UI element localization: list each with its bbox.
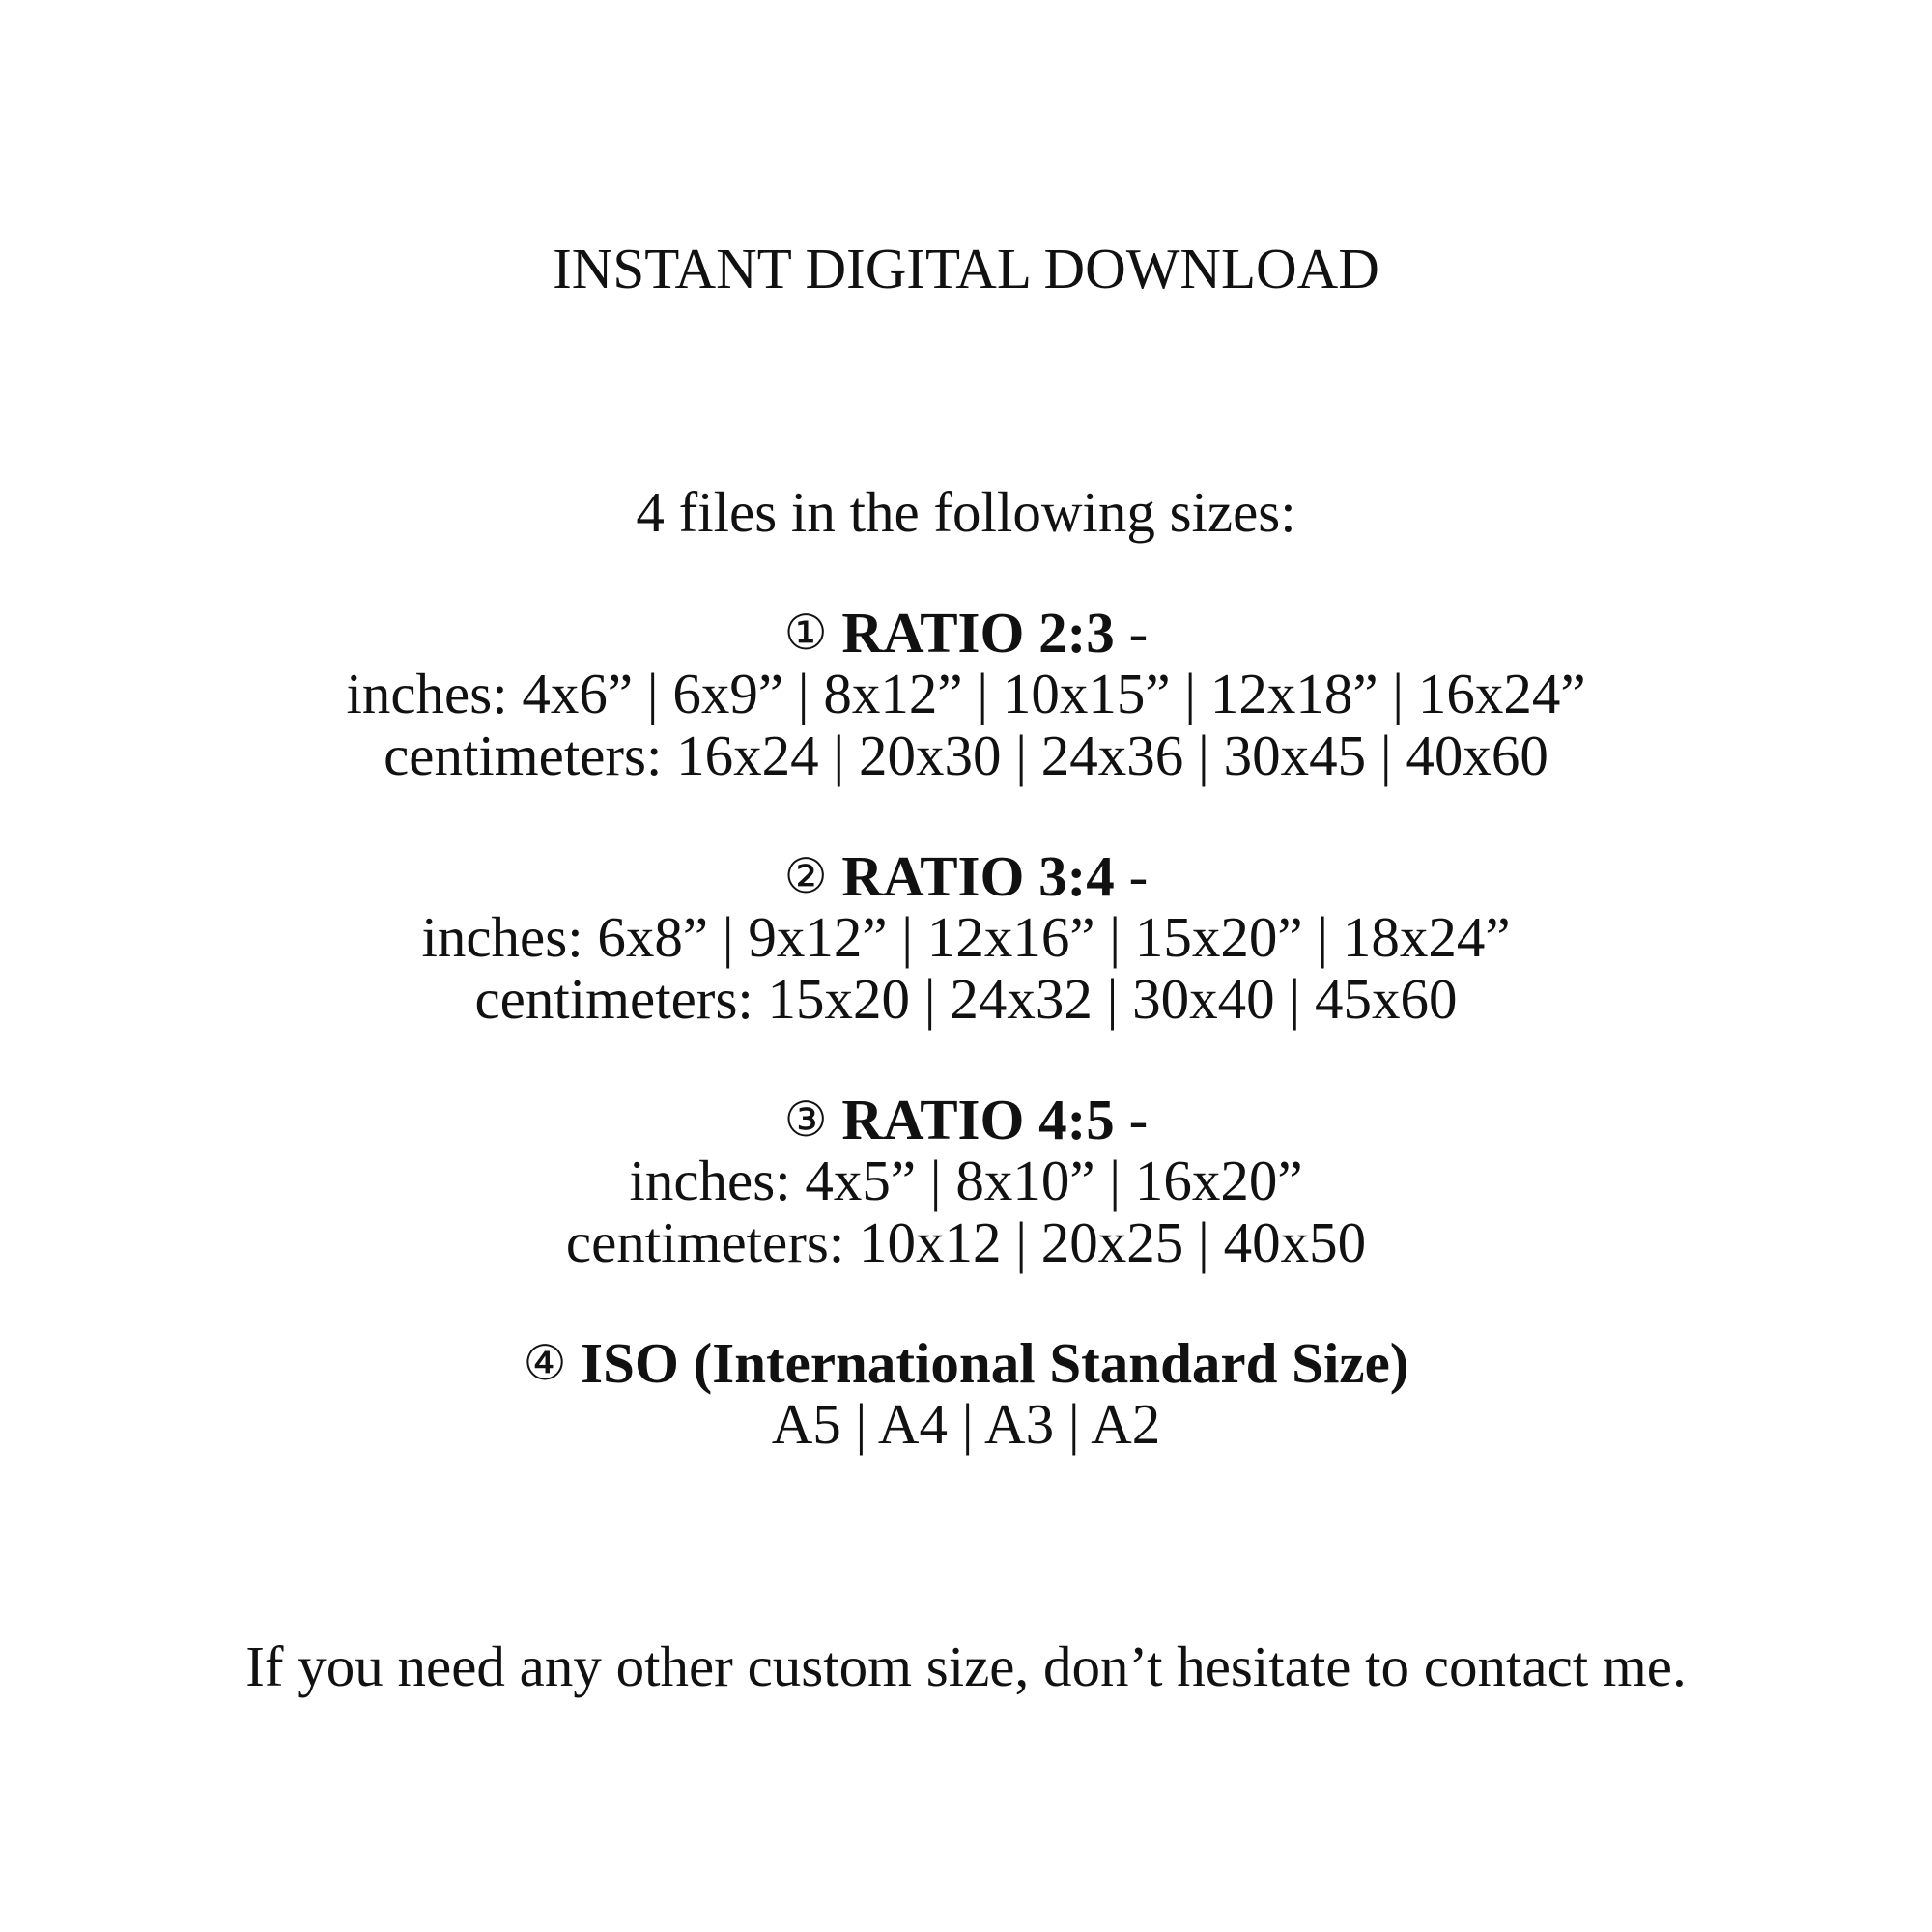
centimeters-sizes-ratio-4-5: centimeters: 10x12 | 20x25 | 40x50 <box>565 1210 1367 1274</box>
page-title: INSTANT DIGITAL DOWNLOAD <box>553 237 1379 300</box>
inches-sizes-ratio-3-4: inches: 6x8” | 9x12” | 12x16” | 15x20” | 18x24” <box>421 905 1511 969</box>
section-title: ISO (International Standard Size) <box>581 1331 1409 1395</box>
section-title: RATIO 4:5 <box>841 1088 1115 1151</box>
iso-sizes: A5 | A4 | A3 | A2 <box>771 1392 1161 1456</box>
centimeters-sizes-ratio-3-4: centimeters: 15x20 | 24x32 | 30x40 | 45x60 <box>474 967 1458 1031</box>
centimeters-sizes-ratio-2-3: centimeters: 16x24 | 20x30 | 24x36 | 30x45 | 40x60 <box>384 724 1548 787</box>
inches-sizes-ratio-2-3: inches: 4x6” | 6x9” | 8x12” | 10x15” | 12x18” | 16x24” <box>346 662 1586 725</box>
section-title: RATIO 2:3 <box>841 601 1115 665</box>
section-dash: - <box>1128 844 1149 908</box>
section-title: RATIO 3:4 <box>841 844 1115 908</box>
circled-number-4: ④ <box>523 1336 567 1390</box>
section-dash: - <box>1128 601 1149 665</box>
footer-note: If you need any other custom size, don’t hesitate to contact me. <box>245 1634 1687 1698</box>
section-dash: - <box>1128 1088 1149 1151</box>
intro-text: 4 files in the following sizes: <box>636 480 1296 544</box>
circled-number-2: ② <box>783 849 828 903</box>
circled-number-3: ③ <box>783 1093 828 1147</box>
inches-sizes-ratio-4-5: inches: 4x5” | 8x10” | 16x20” <box>629 1149 1303 1212</box>
circled-number-1: ① <box>783 606 828 660</box>
